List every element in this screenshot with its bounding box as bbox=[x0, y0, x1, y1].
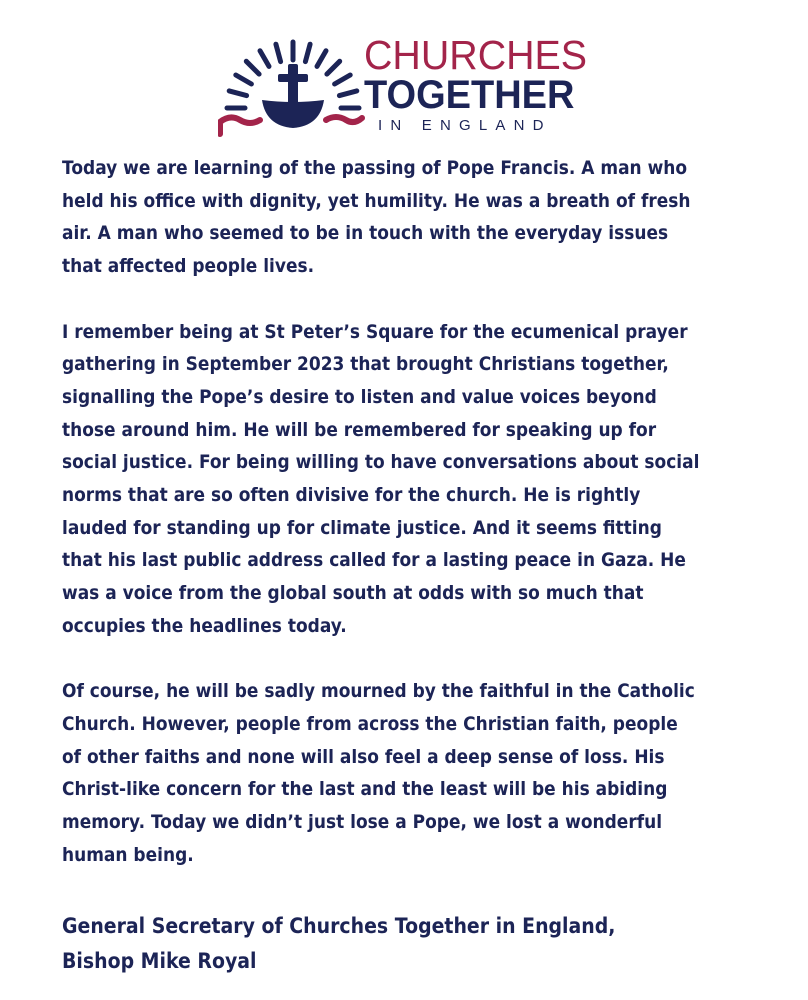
logo-ray bbox=[236, 75, 252, 84]
logo-ray bbox=[246, 61, 259, 74]
text-line: lauded for standing up for climate justice. And it seems fitting bbox=[62, 516, 662, 539]
text-line: those around him. He will be remembered for speaking up for bbox=[62, 418, 657, 441]
signature-name: Bishop Mike Royal bbox=[62, 949, 257, 973]
paragraph-3 bbox=[62, 675, 762, 871]
logo-word-in-england: IN ENGLAND bbox=[378, 117, 552, 134]
text-line: air. A man who seemed to be in touch with the everyday issues bbox=[62, 222, 669, 245]
text-line: social justice. For being willing to have conversations about social bbox=[62, 451, 700, 474]
text-line: memory. Today we didn’t just lose a Pope, we lost a wonderful bbox=[62, 811, 663, 834]
text-line: was a voice from the global south at odds with so much that bbox=[62, 582, 644, 605]
sunrise-cross-boat-icon bbox=[218, 30, 368, 140]
statement-body bbox=[62, 152, 762, 904]
logo-word-together: TOGETHER bbox=[364, 73, 575, 117]
logo-ray bbox=[229, 91, 246, 96]
text-line: of other faiths and none will also feel a deep sense of loss. His bbox=[62, 745, 665, 768]
text-line: that his last public address called for a lasting peace in Gaza. He bbox=[62, 549, 686, 572]
logo-ray bbox=[335, 75, 351, 84]
churches-together-logo bbox=[218, 30, 598, 140]
text-line: occupies the headlines today. bbox=[62, 614, 347, 637]
paragraph-2 bbox=[62, 316, 762, 643]
text-line: gathering in September 2023 that brought Christians together, bbox=[62, 353, 669, 376]
text-line: that affected people lives. bbox=[62, 255, 315, 278]
logo-ray bbox=[339, 91, 356, 96]
text-line: Today we are learning of the passing of Pope Francis. A man who bbox=[62, 157, 688, 179]
text-line: I remember being at St Peter’s Square for the ecumenical prayer bbox=[62, 320, 688, 343]
logo-ray bbox=[305, 44, 310, 61]
signature-block bbox=[62, 909, 762, 979]
logo-ray bbox=[317, 51, 326, 67]
text-line: Of course, he will be sadly mourned by the faithful in the Catholic bbox=[62, 680, 695, 703]
logo-ray bbox=[327, 61, 340, 74]
text-line: signalling the Pope’s desire to listen and value voices beyond bbox=[62, 385, 657, 408]
text-line: human being. bbox=[62, 843, 194, 866]
text-line: Church. However, people from across the Christian faith, people bbox=[62, 712, 678, 735]
text-line: held his office with dignity, yet humility. He was a breath of fresh bbox=[62, 189, 691, 212]
logo-word-churches: CHURCHES bbox=[364, 32, 588, 78]
logo-ray bbox=[260, 51, 269, 67]
text-line: norms that are so often divisive for the church. He is rightly bbox=[62, 484, 641, 507]
paragraph-1 bbox=[62, 152, 762, 283]
text-line: Christ-like concern for the last and the least will be his abiding bbox=[62, 778, 668, 801]
signature-title: General Secretary of Churches Together in England, bbox=[62, 914, 616, 938]
logo-ray bbox=[276, 44, 281, 61]
